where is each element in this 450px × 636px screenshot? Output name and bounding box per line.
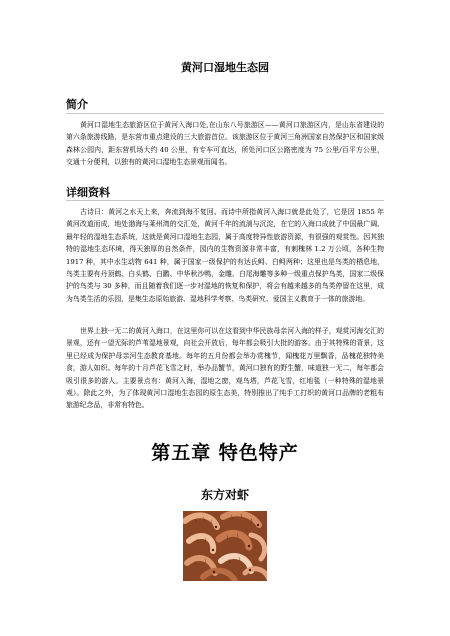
section-heading-intro: 简介 [66, 98, 88, 111]
product-subtitle: 东方对虾 [200, 488, 249, 502]
section-divider [66, 113, 384, 114]
chapter-title: 第五章 特色特产 [151, 442, 299, 464]
intro-paragraph: 黄河口湿地生态旅游区位于黄河入海口处,在山东八号旅游区——黄河口旅游区内，是山东省建设的第六条旅游线路，是东营市重点建设的三大旅游首位。该旅游区位于黄河三角洲国家自然保护区和国家级森林公园内，距东营机场大约 40 公里，有专车可直达，所处河口区公路密度为 75 公里/百平方公里，交通十分便利，以独有的黄河口湿地生态景观而闻名。 [66, 121, 384, 167]
details-paragraph-2: 世界上独一无二的黄河入海口，在这里你可以在这看到中华民族母亲河入海的样子，观赏河海交汇的景观，还有一望无际的芦苇湿地景观，向社会开放后，每年都会吸引大批的游客。由于其特殊的背景，这里已经成为保护母亲河生态教育基地。每年的五月份都会举办赏槐节，闻槐花万里飘香，品槐花独特美食，游人如织。每年的十月芦花飞雪之时，举办品蟹节，黄河口独有的野生蟹，味道独一无二，每年都会吸引很多的游人。主要景点有：黄河入海，湿地之窗，观鸟塔，芦花飞雪，红地毯（一种特殊的湿地景观）。除此之外，为了体现黄河口湿地生态园的原生态美，特别推出了纯手工打织的黄河口品牌的老粗布旅游纪念品，非常有特色。 [66, 327, 384, 410]
section-heading-details: 详细资料 [66, 186, 110, 199]
details-paragraph-1: 古诗曰：黄河之水天上来，奔流到海不复回。而诗中所指黄河入海口就是此处了，它是因 1855 年黄河改道而成，地处渤海与莱州湾的交汇处，黄河千年的流淌与沉淀，在它的入海口成就了中国最广阔、最年轻的湿地生态系统，这就是黄河口湿地生态园，属于高度特异性旅游资源，有很强的观赏性。因其独特的湿地生态环境，得天独厚的自然条件，园内的生物资源非常丰富，有刺槐林 1.2 万公顷，各种生物 1917 种，其中水生动物 641 种，属于国家一级保护的有达氏鲟、白鲟两种；这里也是鸟类的栖息地，鸟类主要有丹顶鹤、白头鹤、白鹳、中华秋沙鸭、金雕、白尾海雕等多种一级重点保护鸟类，国家二级保护的鸟类与 30 多种，而且随着我们逐一步对湿地的恢复和保护，将会有越来越多的鸟类停留在这里，成为鸟类生活的乐园，是集生态原始旅游、湿地科学考察、鸟类研究、爱国主义教育于一体的旅游地。 [66, 208, 384, 303]
page-title: 黄河口湿地生态园 [181, 61, 269, 74]
shrimp-photo [183, 511, 267, 581]
section-divider [66, 200, 384, 201]
